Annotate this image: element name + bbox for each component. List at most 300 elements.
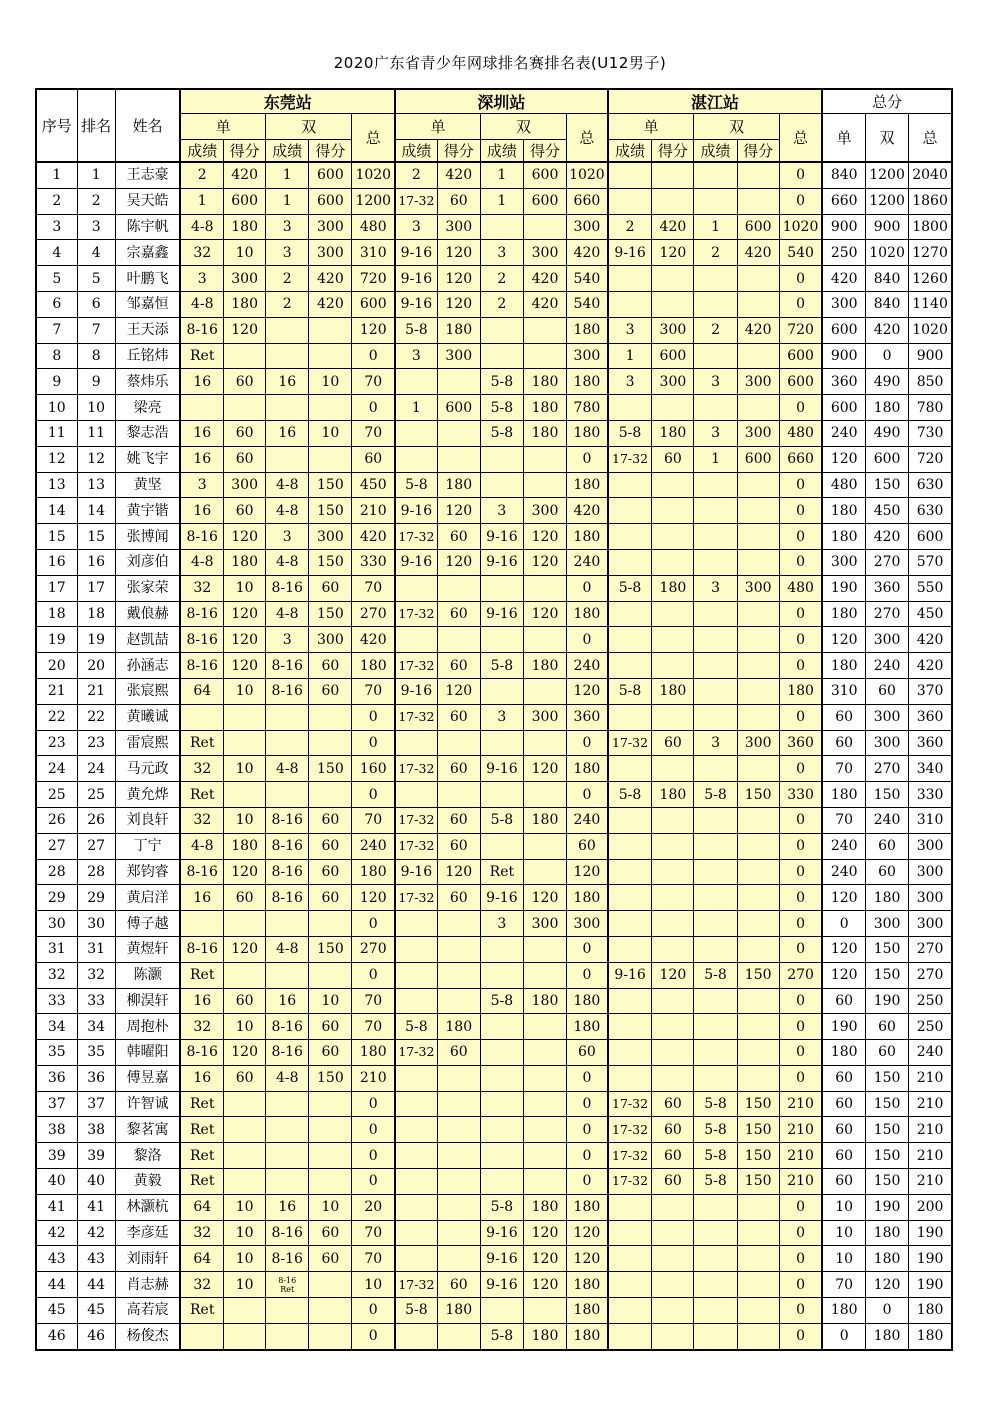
dg-single-score-cell: 180 <box>224 291 266 317</box>
sz-single-result-cell: 17-32 <box>395 1040 437 1066</box>
dg-single-score-cell <box>224 1143 266 1169</box>
dg-single-score-cell: 120 <box>224 627 266 653</box>
sum-single-cell: 600 <box>822 395 865 421</box>
rank-cell: 1 <box>77 162 115 188</box>
dg-double-result-cell: 8-16 <box>266 885 309 911</box>
sz-total-cell: 240 <box>567 653 608 679</box>
zj-single-result-cell <box>608 291 652 317</box>
zj-double-score-cell <box>737 1014 779 1040</box>
seq-cell: 19 <box>36 627 77 653</box>
page-title: 2020广东省青少年网球排名赛排名表(U12男子) <box>333 54 667 72</box>
zj-double-result-cell <box>694 627 737 653</box>
sz-total-cell: 180 <box>567 1272 608 1298</box>
zj-double-result-cell: 1 <box>694 446 737 472</box>
sum-total-cell: 630 <box>909 498 952 524</box>
dg-double-score-cell <box>309 1323 352 1349</box>
sum-double-cell: 900 <box>866 214 909 240</box>
dg-single-result-cell: 8-16 <box>180 1040 223 1066</box>
dg-single-result-cell: 8-16 <box>180 859 223 885</box>
sz-single-score-cell <box>437 369 480 395</box>
dg-double-result-cell: 8-16 <box>266 807 309 833</box>
sz-double-score-cell: 420 <box>523 266 566 292</box>
dg-double-result-cell <box>266 911 309 937</box>
dg-total-cell: 1020 <box>352 162 395 188</box>
sz-single-result-cell: 5-8 <box>395 472 437 498</box>
dg-single-result-cell: 64 <box>180 678 223 704</box>
name-cell: 姚飞宇 <box>115 446 180 472</box>
dg-double-score-cell <box>309 1169 352 1195</box>
sum-single-cell: 180 <box>822 524 865 550</box>
sum-single-cell: 10 <box>822 1246 865 1272</box>
zj-single-score-cell: 60 <box>652 1091 694 1117</box>
table-row <box>36 807 952 833</box>
sz-double-score-cell: 180 <box>523 1323 566 1349</box>
zj-double-score-cell: 150 <box>737 782 779 808</box>
sum-total-cell: 370 <box>909 678 952 704</box>
dg-total-cell: 70 <box>352 420 395 446</box>
zj-total-cell: 210 <box>779 1143 822 1169</box>
table-row <box>36 730 952 756</box>
dg-total-cell: 450 <box>352 472 395 498</box>
dg-single-score-cell: 180 <box>224 214 266 240</box>
zj-single-score-cell: 60 <box>652 730 694 756</box>
zj-total-cell: 360 <box>779 730 822 756</box>
sz-double-result-cell: 5-8 <box>480 653 523 679</box>
sum-double-cell: 300 <box>866 704 909 730</box>
sz-single-score-cell: 180 <box>437 317 480 343</box>
sz-single-result-cell <box>395 782 437 808</box>
zj-single-score-cell <box>652 266 694 292</box>
zj-double-score-cell <box>737 936 779 962</box>
sz-double-result-cell: 3 <box>480 498 523 524</box>
sz-double-result-cell <box>480 1143 523 1169</box>
sum-single-header: 单 <box>822 114 865 163</box>
zj-single-score-cell <box>652 1298 694 1324</box>
sum-double-cell: 450 <box>866 498 909 524</box>
rank-cell: 17 <box>77 575 115 601</box>
zj-total-cell: 0 <box>779 1246 822 1272</box>
zj-double-score-cell <box>737 549 779 575</box>
dg-single-score-cell: 60 <box>224 420 266 446</box>
zj-double-score-cell <box>737 1065 779 1091</box>
name-cell: 黄宇锴 <box>115 498 180 524</box>
dg-total-cell: 70 <box>352 1220 395 1246</box>
sz-single-score-header: 得分 <box>437 140 480 163</box>
sz-double-score-cell <box>523 1298 566 1324</box>
sz-single-result-cell: 3 <box>395 214 437 240</box>
zj-total-cell: 600 <box>779 343 822 369</box>
dg-double-result-cell: 4-8 <box>266 498 309 524</box>
zj-single-result-cell <box>608 936 652 962</box>
sum-single-cell: 240 <box>822 859 865 885</box>
zj-single-score-cell <box>652 162 694 188</box>
sz-double-score-cell: 180 <box>523 420 566 446</box>
sz-double-result-cell <box>480 833 523 859</box>
table-row <box>36 343 952 369</box>
sz-single-result-cell <box>395 1194 437 1220</box>
sum-total-cell: 300 <box>909 833 952 859</box>
sum-total-cell: 730 <box>909 420 952 446</box>
zj-double-score-cell: 420 <box>737 240 779 266</box>
dg-double-result-cell: 4-8 <box>266 1065 309 1091</box>
zj-single-score-cell <box>652 291 694 317</box>
sum-total-cell: 450 <box>909 601 952 627</box>
sum-total-cell: 900 <box>909 343 952 369</box>
zj-double-result-cell <box>694 1272 737 1298</box>
seq-cell: 30 <box>36 911 77 937</box>
zj-double-score-cell: 150 <box>737 1143 779 1169</box>
zj-double-score-cell <box>737 627 779 653</box>
dg-double-result-cell: 4-8 <box>266 601 309 627</box>
dg-total-cell: 180 <box>352 1040 395 1066</box>
zj-double-score-cell <box>737 1298 779 1324</box>
sz-total-cell: 240 <box>567 549 608 575</box>
rank-cell: 18 <box>77 601 115 627</box>
zj-double-score-cell <box>737 1194 779 1220</box>
dg-single-score-cell: 600 <box>224 188 266 214</box>
sz-total-cell: 180 <box>567 1194 608 1220</box>
table-row <box>36 291 952 317</box>
rank-cell: 42 <box>77 1220 115 1246</box>
table-row <box>36 446 952 472</box>
rank-cell: 33 <box>77 988 115 1014</box>
sz-double-result-cell <box>480 678 523 704</box>
sum-total-cell: 1860 <box>909 188 952 214</box>
dg-double-result-cell: 8-16 <box>266 1220 309 1246</box>
sz-double-score-cell: 120 <box>523 549 566 575</box>
sz-single-score-cell: 120 <box>437 240 480 266</box>
dg-single-result-cell: 8-16 <box>180 524 223 550</box>
dg-single-result-header: 成绩 <box>180 140 223 163</box>
zj-single-score-cell <box>652 756 694 782</box>
zj-double-score-cell <box>737 266 779 292</box>
dg-double-score-cell: 420 <box>309 291 352 317</box>
dg-single-score-cell: 10 <box>224 1014 266 1040</box>
name-cell: 周抱朴 <box>115 1014 180 1040</box>
rank-cell: 20 <box>77 653 115 679</box>
sum-double-cell: 180 <box>866 1323 909 1349</box>
sz-double-score-cell: 600 <box>523 188 566 214</box>
zj-total-cell: 0 <box>779 498 822 524</box>
zj-double-result-cell <box>694 678 737 704</box>
table-row <box>36 962 952 988</box>
zj-total-cell: 720 <box>779 317 822 343</box>
sum-total-cell: 180 <box>909 1323 952 1349</box>
sum-single-cell: 240 <box>822 833 865 859</box>
rank-cell: 2 <box>77 188 115 214</box>
sz-single-score-cell: 60 <box>437 1272 480 1298</box>
sum-single-cell: 60 <box>822 988 865 1014</box>
sz-double-score-cell: 120 <box>523 1220 566 1246</box>
rank-cell: 19 <box>77 627 115 653</box>
sz-double-score-cell: 120 <box>523 601 566 627</box>
rank-cell: 32 <box>77 962 115 988</box>
table-row <box>36 1065 952 1091</box>
dg-double-result-cell: 16 <box>266 420 309 446</box>
name-cell: 雷宸熙 <box>115 730 180 756</box>
sz-double-score-cell: 300 <box>523 704 566 730</box>
sz-double-score-cell <box>523 859 566 885</box>
dg-single-score-cell: 120 <box>224 936 266 962</box>
rank-cell: 34 <box>77 1014 115 1040</box>
sz-single-score-cell: 60 <box>437 756 480 782</box>
dg-single-score-cell: 120 <box>224 1040 266 1066</box>
sum-double-cell: 180 <box>866 885 909 911</box>
sz-single-result-cell: 9-16 <box>395 291 437 317</box>
sum-double-cell: 840 <box>866 291 909 317</box>
table-row <box>36 1323 952 1349</box>
seq-cell: 3 <box>36 214 77 240</box>
sum-double-cell: 150 <box>866 1091 909 1117</box>
sz-single-score-cell: 180 <box>437 1014 480 1040</box>
dg-double-result-cell: 3 <box>266 214 309 240</box>
zj-total-cell: 0 <box>779 524 822 550</box>
dg-double-score-cell <box>309 1117 352 1143</box>
seq-cell: 22 <box>36 704 77 730</box>
sz-total-cell: 120 <box>567 1246 608 1272</box>
zj-single-result-cell <box>608 1272 652 1298</box>
dg-double-score-cell <box>309 1298 352 1324</box>
sz-single-result-cell: 17-32 <box>395 1272 437 1298</box>
zj-double-score-cell <box>737 885 779 911</box>
dg-single-score-cell: 300 <box>224 472 266 498</box>
zj-single-result-cell: 9-16 <box>608 240 652 266</box>
sz-total-cell: 0 <box>567 627 608 653</box>
dg-double-score-cell <box>309 1091 352 1117</box>
dg-double-result-cell: 4-8 <box>266 756 309 782</box>
zj-double-result-cell <box>694 1298 737 1324</box>
table-row <box>36 549 952 575</box>
zj-double-result-cell <box>694 653 737 679</box>
dg-single-result-cell: 1 <box>180 188 223 214</box>
dg-total-cell: 310 <box>352 240 395 266</box>
name-cell: 黄煜轩 <box>115 936 180 962</box>
zj-single-result-cell: 17-32 <box>608 446 652 472</box>
table-row <box>36 1194 952 1220</box>
dg-single-result-cell: 64 <box>180 1194 223 1220</box>
station-dongguan-header: 东莞站 <box>180 89 395 114</box>
dg-single-result-cell: Ret <box>180 1169 223 1195</box>
dg-double-score-cell <box>309 343 352 369</box>
sum-total-cell: 310 <box>909 807 952 833</box>
zj-total-cell: 0 <box>779 1014 822 1040</box>
zj-double-result-header: 成绩 <box>694 140 737 163</box>
sz-double-result-header: 成绩 <box>480 140 523 163</box>
zj-double-result-cell <box>694 291 737 317</box>
zj-single-score-cell <box>652 601 694 627</box>
sz-single-result-cell: 17-32 <box>395 756 437 782</box>
name-cell: 张宸熙 <box>115 678 180 704</box>
sum-single-cell: 900 <box>822 214 865 240</box>
sz-single-result-cell <box>395 730 437 756</box>
dg-total-cell: 120 <box>352 885 395 911</box>
dg-single-result-cell: 16 <box>180 369 223 395</box>
zj-single-result-cell <box>608 885 652 911</box>
zj-double-score-cell <box>737 162 779 188</box>
sum-double-cell: 150 <box>866 1143 909 1169</box>
sum-double-cell: 240 <box>866 653 909 679</box>
zj-double-result-cell <box>694 859 737 885</box>
sum-single-cell: 180 <box>822 653 865 679</box>
sz-double-score-cell: 120 <box>523 756 566 782</box>
rank-cell: 43 <box>77 1246 115 1272</box>
sz-double-score-cell <box>523 1014 566 1040</box>
dg-double-score-cell <box>309 911 352 937</box>
rank-cell: 38 <box>77 1117 115 1143</box>
name-cell: 刘雨轩 <box>115 1246 180 1272</box>
name-cell: 黄曦诚 <box>115 704 180 730</box>
zj-single-score-cell <box>652 885 694 911</box>
table-row <box>36 1091 952 1117</box>
dg-total-cell: 60 <box>352 446 395 472</box>
seq-cell: 20 <box>36 653 77 679</box>
zj-double-score-cell <box>737 678 779 704</box>
sum-single-cell: 900 <box>822 343 865 369</box>
sz-single-score-cell <box>437 1143 480 1169</box>
sz-single-result-cell <box>395 1143 437 1169</box>
dg-total-cell: 70 <box>352 807 395 833</box>
dg-double-result-cell <box>266 1143 309 1169</box>
sz-single-score-cell <box>437 1194 480 1220</box>
table-row <box>36 833 952 859</box>
zj-double-result-cell <box>694 988 737 1014</box>
seq-cell: 31 <box>36 936 77 962</box>
sz-single-score-cell <box>437 988 480 1014</box>
seq-cell: 26 <box>36 807 77 833</box>
sum-total-cell: 210 <box>909 1169 952 1195</box>
dg-double-score-cell: 600 <box>309 188 352 214</box>
sum-double-cell: 840 <box>866 266 909 292</box>
zj-single-score-cell: 60 <box>652 1117 694 1143</box>
sum-single-cell: 180 <box>822 782 865 808</box>
sum-total-cell: 2040 <box>909 162 952 188</box>
sz-total-cell: 0 <box>567 782 608 808</box>
sum-single-cell: 180 <box>822 1040 865 1066</box>
dg-single-result-cell: 16 <box>180 988 223 1014</box>
dg-double-score-cell: 150 <box>309 549 352 575</box>
zj-single-score-cell: 180 <box>652 678 694 704</box>
zj-single-result-cell <box>608 395 652 421</box>
name-cell: 傅子越 <box>115 911 180 937</box>
sum-double-cell: 300 <box>866 730 909 756</box>
seq-cell: 40 <box>36 1169 77 1195</box>
dg-single-result-cell <box>180 395 223 421</box>
dg-double-score-cell <box>309 730 352 756</box>
rank-cell: 37 <box>77 1091 115 1117</box>
dg-total-cell: 720 <box>352 266 395 292</box>
name-cell: 肖志赫 <box>115 1272 180 1298</box>
sz-double-result-cell: 5-8 <box>480 988 523 1014</box>
dg-single-result-cell: 64 <box>180 1246 223 1272</box>
dg-single-result-cell: 8-16 <box>180 653 223 679</box>
zj-double-score-cell <box>737 524 779 550</box>
name-cell: 吴天皓 <box>115 188 180 214</box>
sz-single-result-cell: 1 <box>395 395 437 421</box>
zj-double-score-cell: 150 <box>737 1169 779 1195</box>
dg-double-result-cell: 8-16 <box>266 859 309 885</box>
sz-double-result-cell: 3 <box>480 911 523 937</box>
zj-total-cell: 0 <box>779 1272 822 1298</box>
sz-total-cell: 0 <box>567 962 608 988</box>
table-row <box>36 395 952 421</box>
zj-single-score-cell: 420 <box>652 214 694 240</box>
zj-total-cell: 660 <box>779 446 822 472</box>
sum-single-cell: 660 <box>822 188 865 214</box>
dg-double-result-cell <box>266 343 309 369</box>
zj-single-result-cell <box>608 524 652 550</box>
sz-double-result-cell: 9-16 <box>480 601 523 627</box>
dg-double-score-cell: 60 <box>309 1220 352 1246</box>
sz-double-score-cell <box>523 730 566 756</box>
rank-cell: 25 <box>77 782 115 808</box>
zj-double-score-cell <box>737 395 779 421</box>
dg-double-score-cell <box>309 1143 352 1169</box>
dg-double-result-cell: 3 <box>266 524 309 550</box>
dg-single-result-cell: 16 <box>180 446 223 472</box>
zj-single-score-cell <box>652 1246 694 1272</box>
sum-single-cell: 180 <box>822 1298 865 1324</box>
sz-double-score-cell <box>523 575 566 601</box>
zj-single-result-cell: 17-32 <box>608 1169 652 1195</box>
zj-total-cell: 0 <box>779 601 822 627</box>
sz-total-cell: 0 <box>567 1169 608 1195</box>
seq-cell: 17 <box>36 575 77 601</box>
dg-single-result-cell: 4-8 <box>180 549 223 575</box>
rank-cell: 29 <box>77 885 115 911</box>
dg-single-result-cell: Ret <box>180 1117 223 1143</box>
zj-double-result-cell <box>694 833 737 859</box>
rank-cell: 40 <box>77 1169 115 1195</box>
rank-cell: 8 <box>77 343 115 369</box>
sum-total-cell: 210 <box>909 1091 952 1117</box>
dg-single-result-cell: 4-8 <box>180 833 223 859</box>
sz-total-cell: 180 <box>567 601 608 627</box>
sz-double-result-cell: 9-16 <box>480 756 523 782</box>
sum-double-cell: 150 <box>866 936 909 962</box>
sz-single-score-cell: 60 <box>437 807 480 833</box>
sz-single-score-cell: 120 <box>437 678 480 704</box>
sz-total-cell: 420 <box>567 240 608 266</box>
zj-total-cell: 0 <box>779 266 822 292</box>
zj-single-result-cell: 5-8 <box>608 678 652 704</box>
seq-cell: 36 <box>36 1065 77 1091</box>
sum-double-cell: 60 <box>866 833 909 859</box>
zj-double-result-cell <box>694 162 737 188</box>
sum-single-cell: 840 <box>822 162 865 188</box>
sz-double-result-cell: 9-16 <box>480 1220 523 1246</box>
dg-total-cell: 70 <box>352 678 395 704</box>
rank-cell: 5 <box>77 266 115 292</box>
sum-total-cell: 780 <box>909 395 952 421</box>
sz-single-score-cell: 180 <box>437 1298 480 1324</box>
dg-double-score-cell <box>309 317 352 343</box>
zj-double-result-cell <box>694 1220 737 1246</box>
sum-single-cell: 60 <box>822 704 865 730</box>
name-cell: 刘彦伯 <box>115 549 180 575</box>
sum-single-cell: 120 <box>822 446 865 472</box>
rank-cell: 11 <box>77 420 115 446</box>
zj-double-result-cell <box>694 936 737 962</box>
dg-single-result-cell: 16 <box>180 420 223 446</box>
zj-single-score-cell <box>652 1272 694 1298</box>
zj-single-result-cell: 17-32 <box>608 730 652 756</box>
dg-total-cell: 10 <box>352 1272 395 1298</box>
sum-single-cell: 480 <box>822 472 865 498</box>
zj-single-result-cell <box>608 988 652 1014</box>
dg-total-cell: 270 <box>352 601 395 627</box>
name-cell: 黄启洋 <box>115 885 180 911</box>
dg-single-result-cell: Ret <box>180 1298 223 1324</box>
